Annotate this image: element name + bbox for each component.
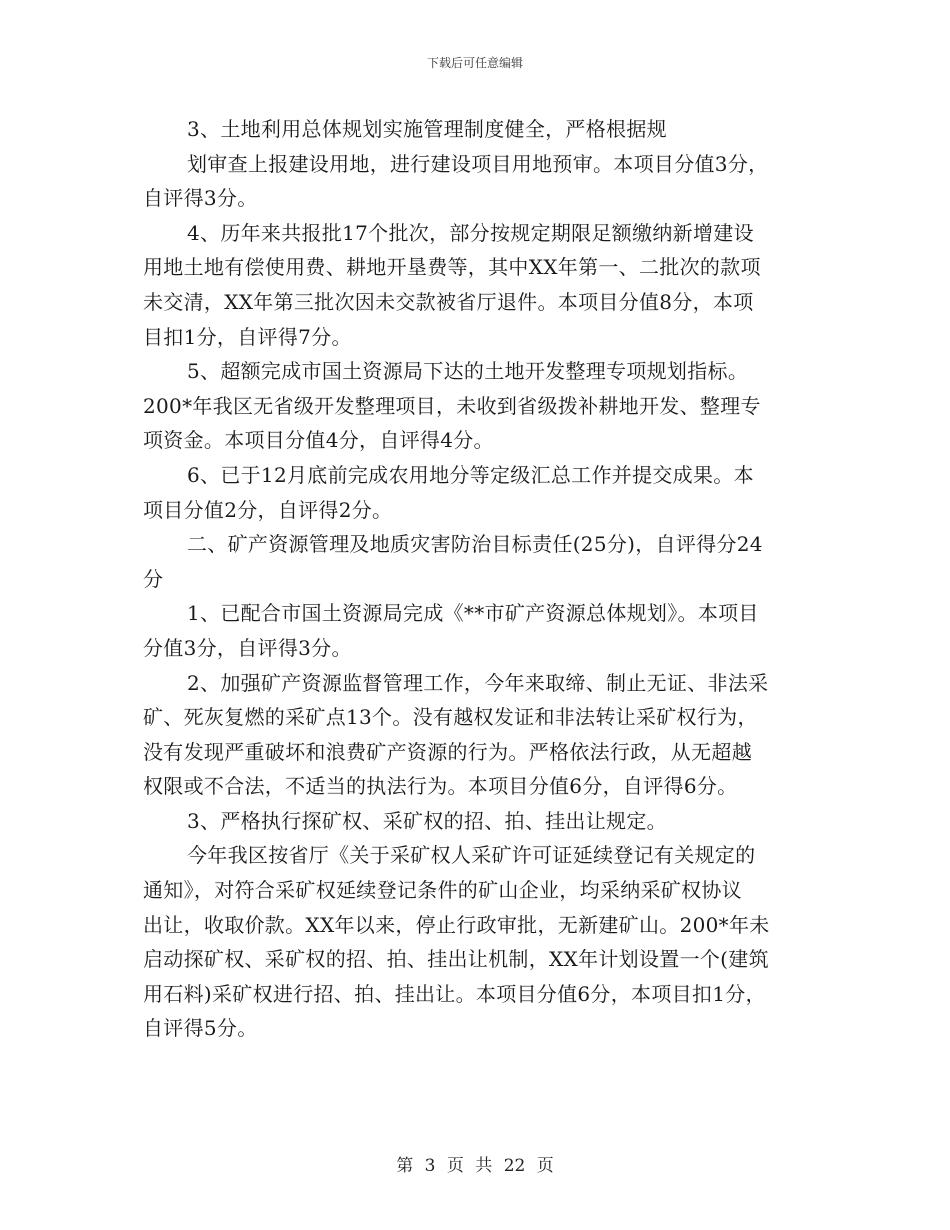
- paragraph-line: 没有发现严重破坏和浪费矿产资源的行为。严格依法行政，从无超越: [143, 739, 752, 764]
- paragraph-line: 自评得3分。: [143, 186, 258, 211]
- paragraph-line: 今年我区按省厅《关于采矿权人采矿许可证延续登记有关规定的: [187, 843, 756, 868]
- paragraph-line: 3、严格执行探矿权、采矿权的招、拍、挂出让规定。: [187, 808, 667, 833]
- page-header: 下载后可任意编辑: [426, 56, 523, 70]
- paragraph-line: 用石料)采矿权进行招、拍、挂出让。本项目分值6分，本项目扣1分，: [143, 981, 766, 1006]
- paragraph-line: 划审查上报建设用地，进行建设项目用地预审。本项目分值3分，: [187, 151, 769, 176]
- paragraph-line: 通知》，对符合采矿权延续登记条件的矿山企业，均采纳采矿权协议: [143, 878, 742, 903]
- document-body: [143, 112, 813, 1046]
- paragraph-line: 2、加强矿产资源监督管理工作，今年来取缔、制止无证、非法采: [187, 670, 769, 695]
- paragraph-line: 5、超额完成市国土资源局下达的土地开发整理专项规划指标。: [187, 359, 749, 384]
- paragraph-line: 分值3分，自评得3分。: [143, 635, 352, 660]
- paragraph-line: 矿、死灰复燃的采矿点13个。没有越权发证和非法转让采矿权行为，: [143, 705, 758, 730]
- paragraph-line: 目扣1分，自评得7分。: [143, 324, 352, 349]
- paragraph-line: 启动探矿权、采矿权的招、拍、挂出让机制，XX年计划设置一个(建筑: [143, 947, 769, 972]
- paragraph-line: 出让，收取价款。XX年以来，停止行政审批，无新建矿山。200*年未: [143, 912, 770, 937]
- paragraph-line: 自评得5分。: [143, 1016, 258, 1041]
- paragraph-line: 未交清，XX年第三批次因未交款被省厅退件。本项目分值8分，本项: [143, 289, 754, 314]
- paragraph-line: 200*年我区无省级开发整理项目，未收到省级拨补耕地开发、整理专: [143, 393, 761, 418]
- paragraph-line: 3、土地利用总体规划实施管理制度健全，严格根据规: [187, 117, 667, 141]
- paragraph-line: 项目分值2分，自评得2分。: [143, 497, 393, 522]
- paragraph-line: 权限或不合法，不适当的执法行为。本项目分值6分，自评得6分。: [143, 774, 738, 799]
- paragraph-line: 二、矿产资源管理及地质灾害防治目标责任(25分)，自评得分24: [187, 532, 763, 557]
- page-number-footer: 第 3 页 共 22 页: [396, 1156, 554, 1176]
- paragraph-line: 6、已于12月底前完成农用地分等定级汇总工作并提交成果。本: [187, 462, 754, 487]
- paragraph-line: 用地土地有偿使用费、耕地开垦费等，其中XX年第一、二批次的款项: [143, 255, 761, 280]
- paragraph-line: 项资金。本项目分值4分，自评得4分。: [143, 428, 494, 453]
- paragraph-line: 分: [143, 566, 164, 591]
- paragraph-line: 1、已配合市国土资源局完成《**市矿产资源总体规划》。本项目: [187, 601, 759, 626]
- paragraph-line: 4、历年来共报批17个批次，部分按规定期限足额缴纳新增建设: [187, 220, 754, 245]
